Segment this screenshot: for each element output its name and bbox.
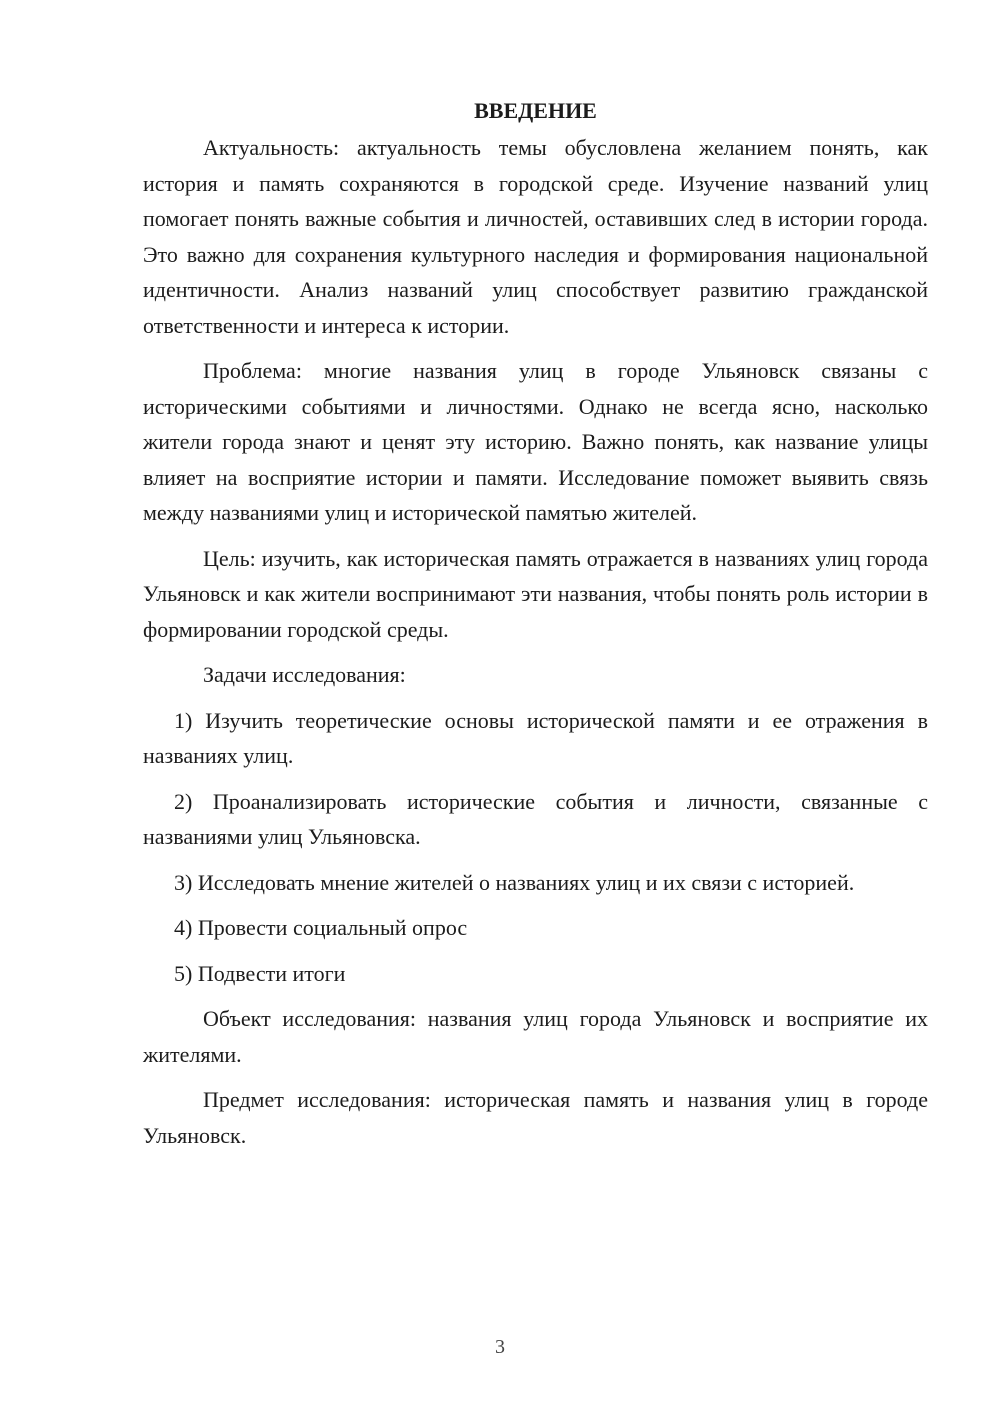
paragraph-subject: Предмет исследования: историческая память и названия улиц в городе Ульяновск.	[143, 1087, 928, 1148]
list-item: 1) Изучить теоретические основы исторической памяти и ее отражения в названиях улиц.	[143, 707, 928, 768]
paragraph-object: Объект исследования: названия улиц города Ульяновск и восприятие их жителями.	[143, 1006, 928, 1067]
list-item: 5) Подвести итоги	[174, 960, 346, 986]
tasks-title: Задачи исследования:	[203, 662, 406, 687]
paragraph-relevance: Актуальность: актуальность темы обусловлена желанием понять, как история и память сохраняются в городской среде. Изучение названий улиц помогает понять важные события и личностей, оставивших след в истории города. Это важно для сохранения культурного наследия и формирования национальной идентичности. Анализ названий улиц способствует развитию гражданской ответственности и интереса к истории.	[143, 135, 928, 338]
list-item: 2) Проанализировать исторические события и личности, связанные с названиями улиц Ульяновска.	[143, 788, 928, 849]
list-item: 3) Исследовать мнение жителей о названиях улиц и их связи с историей.	[174, 869, 855, 895]
list-item: 4) Провести социальный опрос	[174, 915, 468, 940]
page-number: 3	[495, 1336, 505, 1358]
page-heading: ВВЕДЕНИЕ	[474, 98, 597, 123]
paragraph-problem: Проблема: многие названия улиц в городе Ульяновск связаны с историческими событиями и личностями. Однако не всегда ясно, насколько жители города знают и ценят эту историю. Важно понять, как название улицы влияет на восприятие истории и памяти. Исследование поможет выявить связь между названиями улиц и исторической памятью жителей.	[143, 358, 928, 525]
page-content	[143, 93, 928, 1153]
tasks-list	[143, 703, 928, 992]
paragraph-goal: Цель: изучить, как историческая память отражается в названиях улиц города Ульяновск и как жители воспринимают эти названия, чтобы понять роль истории в формировании городской среды.	[143, 545, 928, 642]
